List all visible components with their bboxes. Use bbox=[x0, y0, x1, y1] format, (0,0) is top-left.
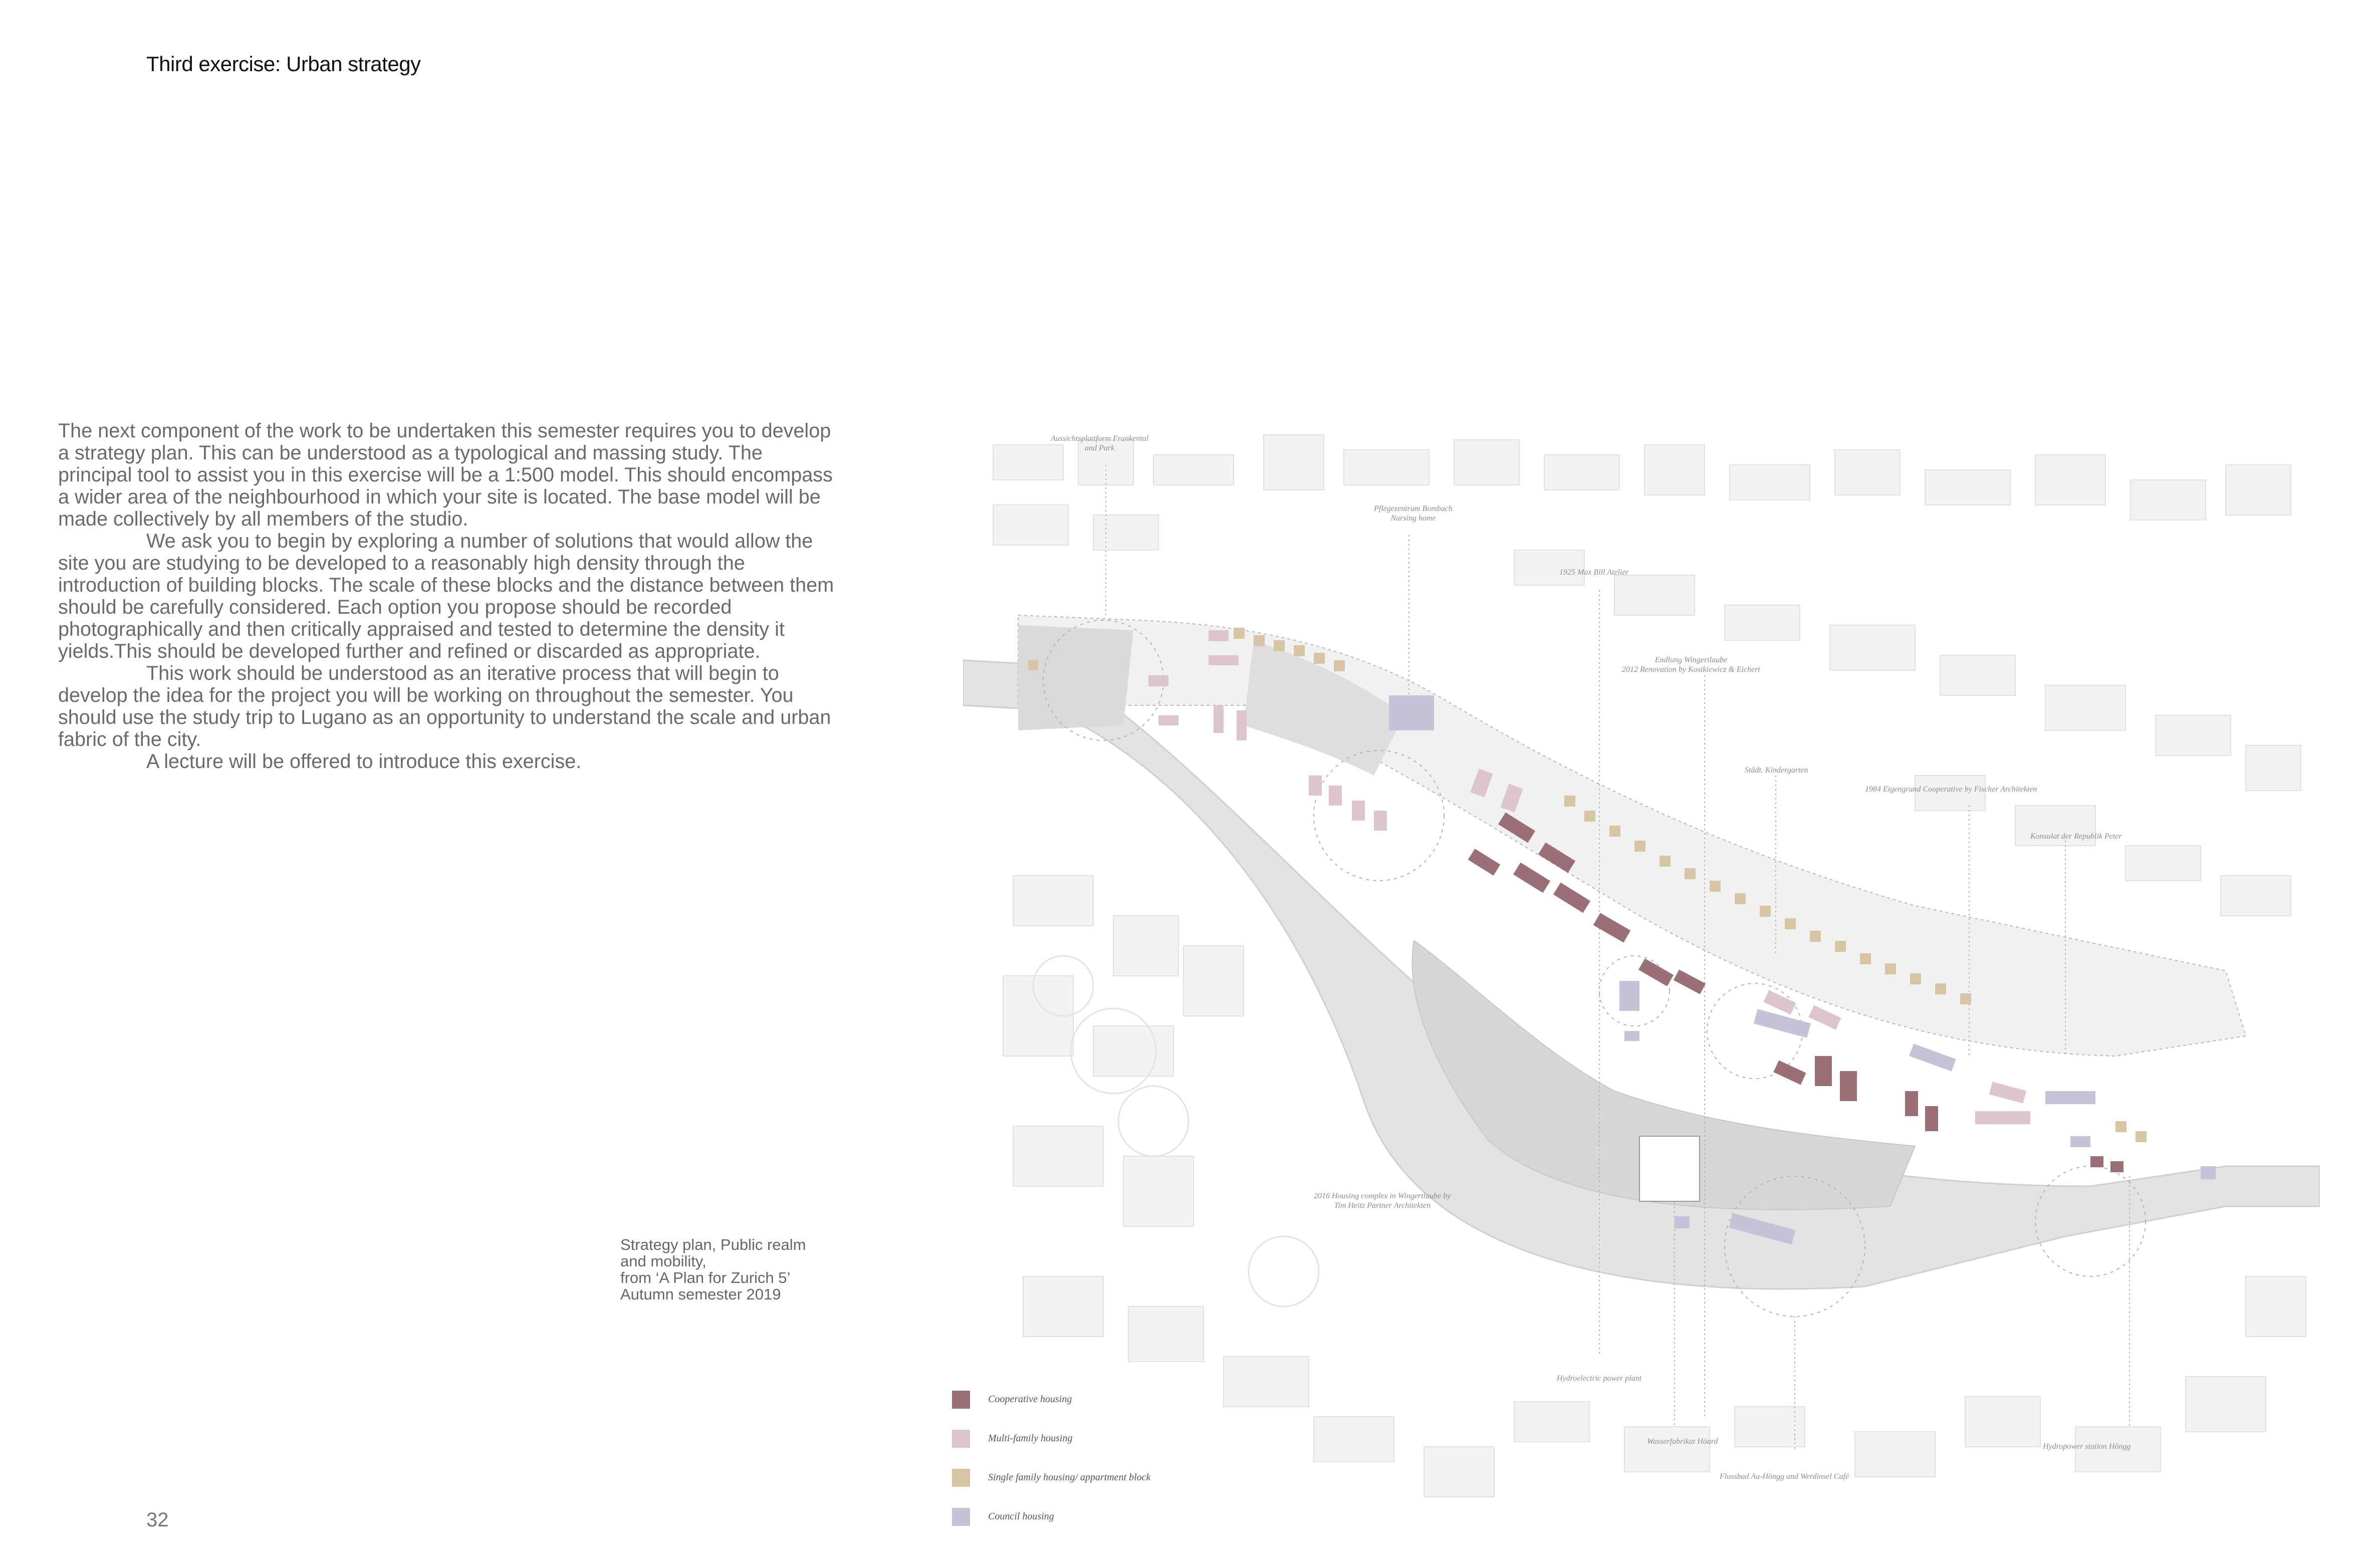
building-single bbox=[1028, 628, 2147, 1142]
legend-swatch bbox=[952, 1391, 970, 1409]
caption-line: from ‘A Plan for Zurich 5’ bbox=[620, 1269, 791, 1286]
strategy-plan-map bbox=[963, 425, 2320, 1527]
label-cooperative-1984: 1984 Eigengrund Cooperative by Fischer Architekten bbox=[1865, 785, 2037, 794]
label-max-bill: 1925 Max Bill Atelier bbox=[1559, 568, 1629, 577]
label-endlung: Endlung Wingertlaube 2012 Renovation by Kostkiewicz & Eichert bbox=[1622, 656, 1760, 674]
legend-swatch bbox=[952, 1430, 970, 1448]
legend-swatch bbox=[952, 1508, 970, 1526]
paragraph-3: This work should be understood as an iterative process that will begin to develop the idea for the project you will be working on throughout the semester. You should use the study trip to Lugano as an opportunity to understand the scale and urban fabric of the city. bbox=[58, 662, 831, 750]
page-number: 32 bbox=[146, 1509, 169, 1531]
label-housing-2016: 2016 Housing complex in Wingertlaube by Tim Heitz Partner Architekten bbox=[1314, 1192, 1451, 1210]
label-hydro-station: Hydropower station Höngg bbox=[2043, 1442, 2131, 1451]
page-header: Third exercise: Urban strategy bbox=[146, 52, 421, 76]
paragraph-4: A lecture will be offered to introduce this exercise. bbox=[146, 750, 582, 772]
label-kindergarten: Städt. Kindergarten bbox=[1745, 766, 1808, 774]
body-text bbox=[58, 420, 840, 772]
caption-line: Strategy plan, Public realm bbox=[620, 1236, 806, 1253]
paragraph-1: The next component of the work to be undertaken this semester requires you to develop a strategy plan. This can be understood as a typological and massing study. The principal tool to assist you in this exercise will be a 1:500 model. This should encompass a wider area of the neighbourhood in which your site is located. The base model will be made collectively by all members of the studio. bbox=[58, 420, 833, 530]
label-konsulat: Konsulat der Republik Peter bbox=[2030, 832, 2122, 841]
figure-caption bbox=[620, 1236, 806, 1302]
label-pflegezentrum: Pflegezentrum Bombach Nursing home bbox=[1374, 504, 1453, 522]
label-flussbad: Flussbad Au-Höngg and Werdinsel Café bbox=[1720, 1472, 1849, 1481]
label-hydro-plant: Hydroelectric power plant bbox=[1557, 1374, 1642, 1383]
housing-complex-2016 bbox=[1639, 1136, 1700, 1201]
label-wasserfabrikat: Wasserfabrikat Höard bbox=[1647, 1437, 1718, 1446]
caption-line: and mobility, bbox=[620, 1252, 706, 1270]
building-multi bbox=[1148, 630, 2030, 1124]
building-footprints bbox=[963, 425, 2320, 1527]
legend-swatch bbox=[952, 1469, 970, 1487]
caption-line: Autumn semester 2019 bbox=[620, 1285, 781, 1303]
label-frankental: Aussichtsplattform Frankental and Park bbox=[1051, 434, 1149, 452]
paragraph-2: We ask you to begin by exploring a number of solutions that would allow the site you are studying to be developed to a reasonably high density through the introduction of building blocks. The scale of these blocks and the distance between them should be carefully considered. Each option you propose should be recorded photographically and then critically appraised and tested to determine the density it yields.This should be developed further and refined or discarded as appropriate. bbox=[58, 530, 834, 662]
